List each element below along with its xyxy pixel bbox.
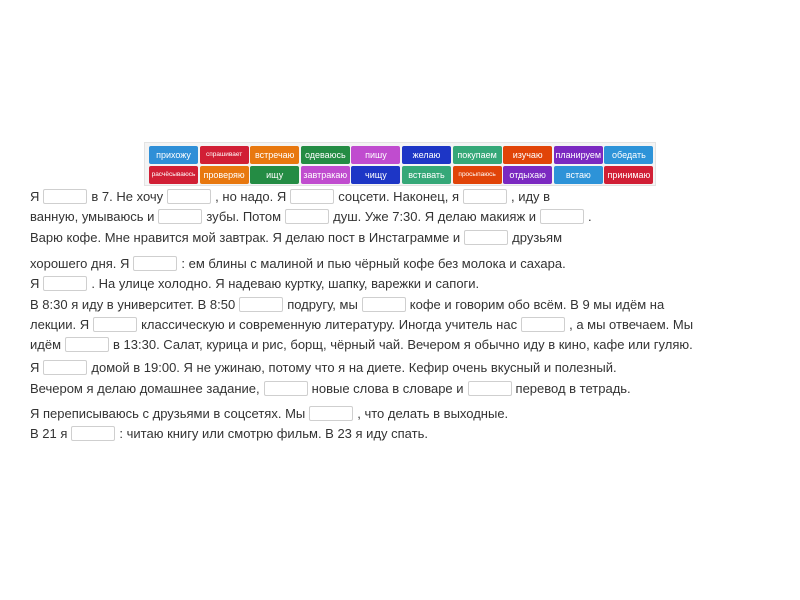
sentence-fragment: В 8:30 я иду в университет. В 8:50: [30, 297, 236, 312]
word-tile[interactable]: планируем: [554, 146, 603, 164]
sentence-fragment: зубы. Потом: [206, 209, 282, 224]
answer-blank[interactable]: [521, 317, 565, 332]
word-tile[interactable]: пишу: [351, 146, 400, 164]
word-tile[interactable]: спрашивает: [200, 146, 249, 164]
sentence-fragment: друзьям: [512, 230, 563, 245]
sentence-fragment: .: [588, 209, 592, 224]
sentence-fragment: хорошего дня. Я: [30, 256, 130, 271]
word-tile[interactable]: проверяю: [200, 166, 249, 184]
sentence-fragment: Варю кофе. Мне нравится мой завтрак. Я делаю пост в Инстаграмме и: [30, 230, 461, 245]
answer-blank[interactable]: [464, 230, 508, 245]
answer-blank[interactable]: [463, 189, 507, 204]
sentence-fragment: , что делать в выходные.: [357, 406, 509, 421]
text-line: [30, 335, 693, 355]
text-line: [30, 207, 592, 227]
sentence-fragment: Вечером я делаю домашнее задание,: [30, 381, 260, 396]
word-tile[interactable]: расчёсываюсь: [149, 166, 198, 184]
sentence-fragment: душ. Уже 7:30. Я делаю макияж и: [333, 209, 537, 224]
text-line: [30, 228, 562, 248]
word-tile[interactable]: одеваюсь: [301, 146, 350, 164]
sentence-fragment: : читаю книгу или смотрю фильм. В 23 я иду спать.: [119, 426, 428, 441]
answer-blank[interactable]: [468, 381, 512, 396]
sentence-fragment: в 13:30. Салат, курица и рис, борщ, чёрный чай. Вечером я обычно иду в кино, кафе или гуляю.: [113, 337, 693, 352]
sentence-fragment: соцсети. Наконец, я: [338, 189, 459, 204]
word-tile[interactable]: прихожу: [149, 146, 198, 164]
word-tile[interactable]: встречаю: [250, 146, 299, 164]
sentence-fragment: перевод в тетрадь.: [515, 381, 631, 396]
sentence-fragment: В 21 я: [30, 426, 68, 441]
word-bank: [144, 142, 656, 186]
text-line: [30, 254, 566, 274]
word-tile[interactable]: обедать: [604, 146, 653, 164]
sentence-fragment: . На улице холодно. Я надеваю куртку, шапку, варежки и сапоги.: [91, 276, 480, 291]
word-tile[interactable]: просыпаюсь: [453, 166, 502, 184]
text-line: [30, 379, 631, 399]
answer-blank[interactable]: [43, 276, 87, 291]
sentence-fragment: Я: [30, 189, 40, 204]
answer-blank[interactable]: [158, 209, 202, 224]
text-line: [30, 315, 693, 335]
word-tile[interactable]: чищу: [351, 166, 400, 184]
answer-blank[interactable]: [43, 360, 87, 375]
answer-blank[interactable]: [362, 297, 406, 312]
sentence-fragment: домой в 19:00. Я не ужинаю, потому что я на диете. Кефир очень вкусный и полезный.: [91, 360, 617, 375]
sentence-fragment: : ем блины с малиной и пью чёрный кофе без молока и сахара.: [181, 256, 566, 271]
sentence-fragment: классическую и современную литературу. Иногда учитель нас: [141, 317, 518, 332]
text-line: [30, 404, 508, 424]
word-tile[interactable]: покупаем: [453, 146, 502, 164]
sentence-fragment: идём: [30, 337, 62, 352]
answer-blank[interactable]: [167, 189, 211, 204]
sentence-fragment: в 7. Не хочу: [91, 189, 164, 204]
text-line: [30, 187, 550, 207]
word-tile[interactable]: завтракаю: [301, 166, 350, 184]
answer-blank[interactable]: [71, 426, 115, 441]
sentence-fragment: кофе и говорим обо всём. В 9 мы идём на: [409, 297, 665, 312]
answer-blank[interactable]: [290, 189, 334, 204]
word-tile[interactable]: изучаю: [503, 146, 552, 164]
text-line: [30, 274, 479, 294]
sentence-fragment: , но надо. Я: [215, 189, 287, 204]
sentence-fragment: новые слова в словаре и: [311, 381, 464, 396]
answer-blank[interactable]: [264, 381, 308, 396]
text-line: [30, 424, 428, 444]
answer-blank[interactable]: [309, 406, 353, 421]
word-tile[interactable]: отдыхаю: [503, 166, 552, 184]
text-line: [30, 295, 664, 315]
sentence-fragment: Я: [30, 360, 40, 375]
word-tile[interactable]: ищу: [250, 166, 299, 184]
word-tile[interactable]: принимаю: [604, 166, 653, 184]
sentence-fragment: Я переписываюсь с друзьями в соцсетях. Мы: [30, 406, 306, 421]
sentence-fragment: , иду в: [510, 189, 551, 204]
sentence-fragment: подругу, мы: [287, 297, 358, 312]
answer-blank[interactable]: [285, 209, 329, 224]
sentence-fragment: , а мы отвечаем. Мы: [569, 317, 694, 332]
sentence-fragment: Я: [30, 276, 40, 291]
text-line: [30, 358, 617, 378]
sentence-fragment: ванную, умываюсь и: [30, 209, 155, 224]
answer-blank[interactable]: [239, 297, 283, 312]
answer-blank[interactable]: [133, 256, 177, 271]
answer-blank[interactable]: [540, 209, 584, 224]
sentence-fragment: лекции. Я: [30, 317, 90, 332]
answer-blank[interactable]: [43, 189, 87, 204]
word-tile[interactable]: встаю: [554, 166, 603, 184]
answer-blank[interactable]: [65, 337, 109, 352]
word-tile[interactable]: желаю: [402, 146, 451, 164]
answer-blank[interactable]: [93, 317, 137, 332]
word-tile[interactable]: вставать: [402, 166, 451, 184]
